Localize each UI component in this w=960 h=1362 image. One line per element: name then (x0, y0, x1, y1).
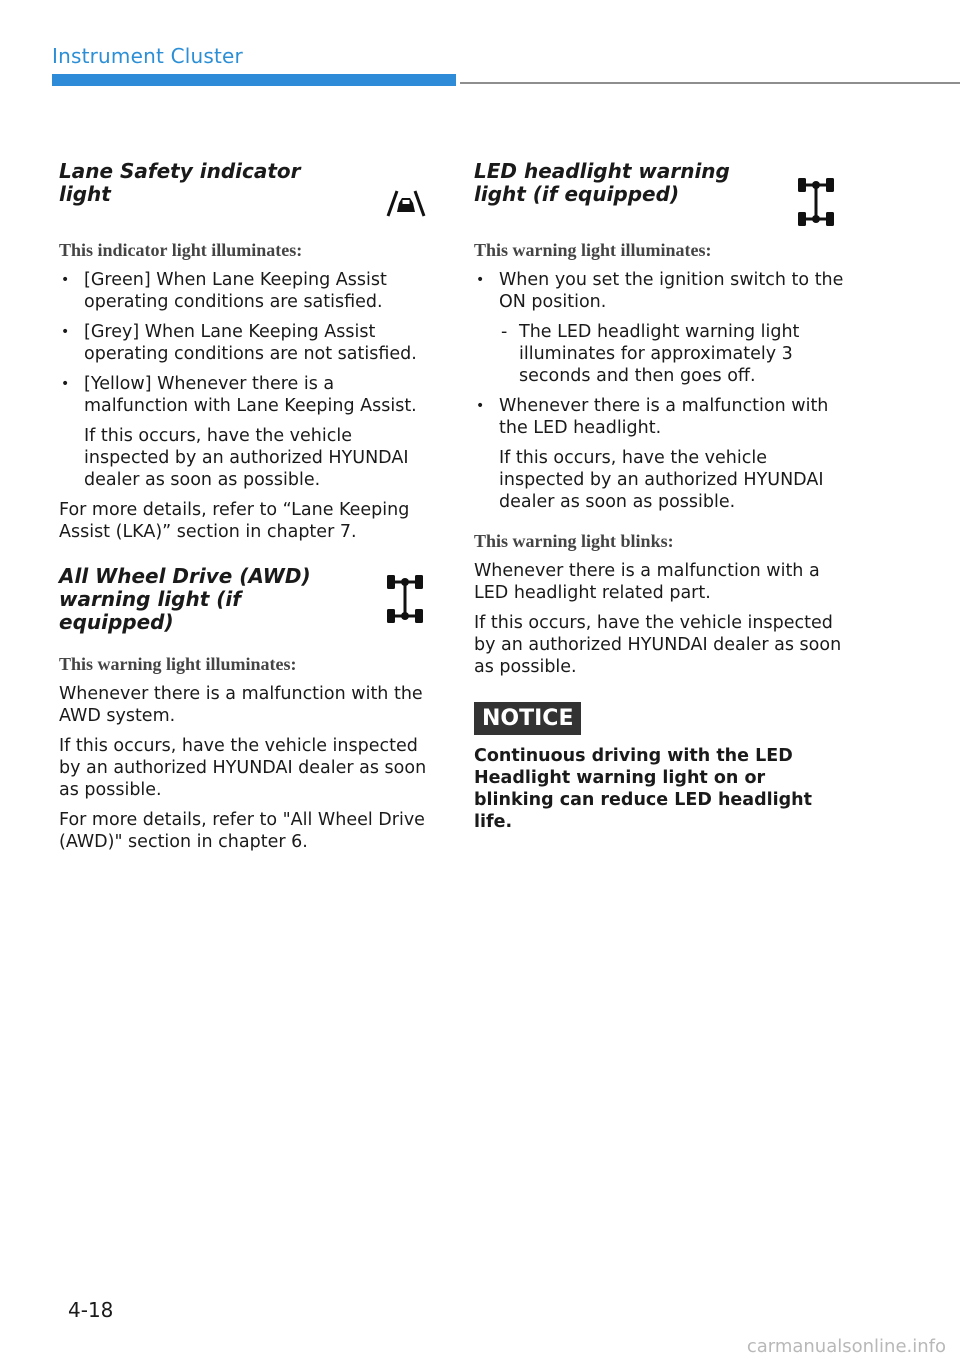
notice-box (474, 686, 846, 833)
lane-safety-title: Lane Safety indicator light (59, 159, 301, 206)
awd-paragraph-3: For more details, refer to "All Wheel Drive (AWD)" section in chapter 6. (59, 810, 425, 852)
notice-label: NOTICE (474, 702, 581, 735)
list-item (59, 269, 435, 313)
right-column (474, 150, 846, 833)
left-column (59, 150, 435, 861)
watermark-text: carmanualsonline.info (746, 1336, 946, 1357)
header-rule-accent (52, 74, 456, 86)
lane-safety-icon (377, 186, 435, 224)
lane-list (59, 269, 435, 491)
awd-paragraph-2: If this occurs, have the vehicle inspected by an authorized HYUNDAI dealer as soon as possible. (59, 736, 427, 800)
awd-lead: This warning light illuminates: (59, 654, 297, 674)
page-number: 4-18 (68, 1298, 114, 1322)
list-item (474, 395, 846, 513)
led-list (474, 269, 846, 513)
led-lead-illuminates: This warning light illuminates: (474, 240, 712, 260)
list-item-text: [Green] When Lane Keeping Assist operating conditions are satisfied. (84, 270, 387, 312)
led-headlight-title: LED headlight warning light (if equipped) (474, 159, 730, 206)
list-item (59, 321, 435, 365)
led-headlight-section (474, 160, 846, 678)
list-item-note: If this occurs, have the vehicle inspected by an authorized HYUNDAI dealer as soon as possible. (84, 426, 409, 490)
dash-marker: - (501, 322, 508, 342)
led-headlight-icon (796, 176, 836, 232)
list-item-note: If this occurs, have the vehicle inspected by an authorized HYUNDAI dealer as soon as possible. (499, 448, 824, 512)
list-item-text: Whenever there is a malfunction with the LED headlight. (499, 396, 829, 438)
section-header-title: Instrument Cluster (52, 44, 243, 68)
list-item (474, 269, 846, 387)
list-sub-item (499, 321, 846, 387)
led-paragraph-1: Whenever there is a malfunction with a LED headlight related part. (474, 561, 820, 603)
header-rule-gray (460, 82, 960, 84)
list-sub-item-text: The LED headlight warning light illuminates for approximately 3 seconds and then goes off. (519, 322, 800, 386)
list-item-text: [Yellow] Whenever there is a malfunction with Lane Keeping Assist. (84, 374, 417, 416)
awd-section (59, 565, 435, 853)
notice-text: Continuous driving with the LED Headlight warning light on or blinking can reduce LED headlight life. (474, 746, 812, 832)
list-item-text: When you set the ignition switch to the ON position. (499, 270, 844, 312)
awd-title: All Wheel Drive (AWD) warning light (if equipped) (59, 564, 311, 634)
lane-lead: This indicator light illuminates: (59, 240, 303, 260)
list-item-text: [Grey] When Lane Keeping Assist operating conditions are not satisfied. (84, 322, 417, 364)
lane-safety-section (59, 160, 435, 543)
lane-details: For more details, refer to “Lane Keeping Assist (LKA)” section in chapter 7. (59, 500, 410, 542)
list-item (59, 373, 435, 491)
led-paragraph-2: If this occurs, have the vehicle inspected by an authorized HYUNDAI dealer as soon as possible. (474, 613, 842, 677)
awd-paragraph-1: Whenever there is a malfunction with the AWD system. (59, 684, 423, 726)
awd-icon (385, 573, 425, 629)
led-lead-blinks: This warning light blinks: (474, 531, 674, 551)
